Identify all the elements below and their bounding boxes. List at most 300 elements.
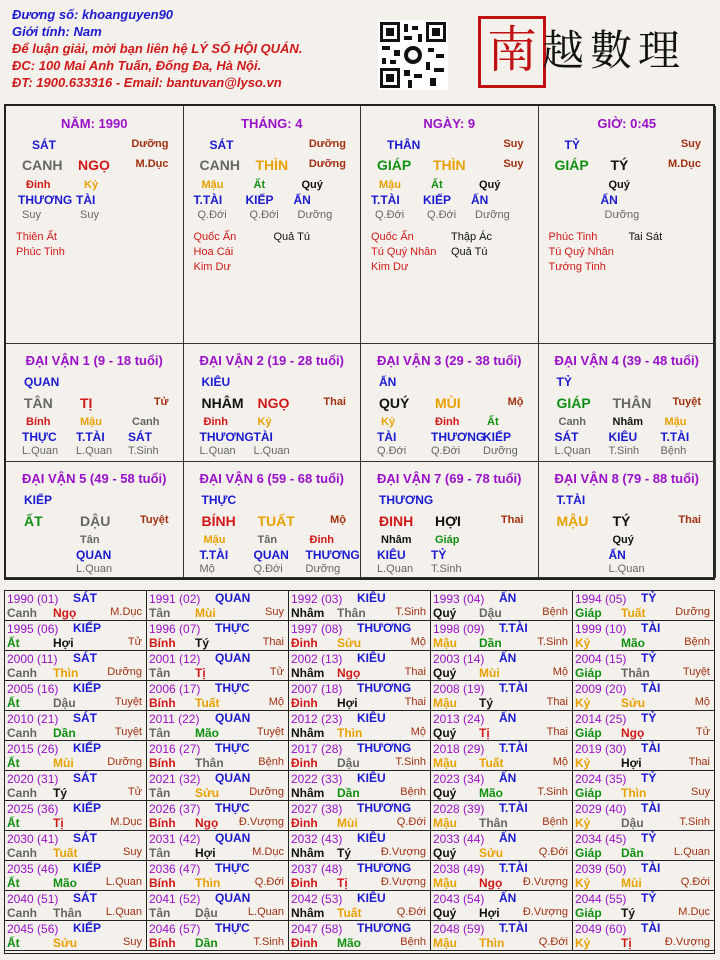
year-ten-god: T.TÀI bbox=[499, 861, 528, 875]
year-can: Quý bbox=[433, 906, 457, 920]
year-can: Tân bbox=[149, 606, 171, 620]
dai-van-can: GIÁP bbox=[556, 395, 591, 411]
year-chi: Tý bbox=[53, 786, 68, 800]
year-label: 2027 (38) bbox=[291, 802, 343, 816]
year-chi: Thân bbox=[337, 606, 366, 620]
pillar-phase2: Dưỡng bbox=[308, 158, 346, 170]
pillar-phase: Suy bbox=[503, 138, 524, 150]
dai-van-hidden-stem: Đinh bbox=[435, 416, 460, 428]
year-chi: Mùi bbox=[53, 756, 74, 770]
year-cell bbox=[289, 681, 431, 711]
pillar-title: NĂM: 1990 bbox=[61, 116, 128, 131]
pillar-ten-god: ẤN bbox=[293, 193, 311, 207]
pillar-hidden-stem: Ất bbox=[431, 179, 443, 191]
year-cell bbox=[289, 591, 431, 621]
year-label: 2000 (11) bbox=[7, 652, 58, 666]
pillar-ten-god: THƯƠNG bbox=[18, 193, 73, 207]
year-label: 1998 (09) bbox=[433, 622, 485, 636]
year-label: 2010 (21) bbox=[7, 712, 59, 726]
year-stage: T.Sinh bbox=[537, 786, 568, 798]
chart-grid bbox=[4, 104, 715, 580]
year-stage: Tuyệt bbox=[682, 666, 710, 678]
pillar-chi: TÝ bbox=[610, 157, 629, 173]
year-ten-god: KIẾP bbox=[73, 621, 102, 635]
year-ten-god: THỰC bbox=[215, 681, 250, 695]
dai-van-stage: L.Quan bbox=[377, 563, 414, 575]
year-chi: Mùi bbox=[621, 876, 642, 890]
year-label: 1993 (04) bbox=[433, 592, 485, 606]
pillar-extra-star: Phúc Tinh bbox=[16, 246, 65, 258]
dai-van-can: QUÝ bbox=[379, 395, 410, 411]
year-chi: Tị bbox=[195, 666, 206, 680]
year-can: Tân bbox=[149, 726, 171, 740]
year-ten-god: T.TÀI bbox=[499, 681, 528, 695]
year-label: 2041 (52) bbox=[149, 892, 201, 906]
year-label: 2001 (12) bbox=[149, 652, 201, 666]
year-chi: Dậu bbox=[195, 906, 218, 920]
pillar-can: CANH bbox=[22, 157, 63, 173]
year-label: 2037 (48) bbox=[291, 862, 343, 876]
dai-van-hidden-stem: Mậu bbox=[203, 534, 226, 546]
year-chi: Thân bbox=[53, 906, 82, 920]
pillar-title: NGÀY: 9 bbox=[423, 116, 476, 131]
year-label: 2022 (33) bbox=[291, 772, 343, 786]
year-chi: Mão bbox=[195, 726, 219, 740]
pillar-stage: Q.Đới bbox=[427, 209, 457, 221]
dai-van-star: KIÊU bbox=[201, 375, 231, 389]
dai-van-hidden-stem: Tân bbox=[257, 534, 278, 546]
year-can: Mậu bbox=[433, 636, 457, 650]
year-stage: Tử bbox=[269, 666, 284, 678]
year-stage: Q.Đới bbox=[254, 876, 284, 888]
year-cell bbox=[431, 771, 573, 801]
year-stage: L.Quan bbox=[247, 906, 284, 918]
dai-van-phase: Tuyệt bbox=[672, 396, 701, 408]
year-label: 2007 (18) bbox=[291, 682, 343, 696]
dai-van-cell bbox=[539, 344, 717, 462]
year-label: 2011 (22) bbox=[149, 712, 200, 726]
year-can: Kỷ bbox=[575, 636, 591, 650]
pillar-stage: Q.Đới bbox=[375, 209, 405, 221]
year-cell bbox=[289, 861, 431, 891]
dai-van-ten-god: QUAN bbox=[76, 548, 112, 562]
dai-van-ten-god: SÁT bbox=[128, 430, 152, 444]
dai-van-star: TỶ bbox=[556, 375, 572, 389]
pillar-extra-star: Phúc Tinh bbox=[548, 231, 598, 243]
year-stage: M.Dục bbox=[252, 846, 284, 858]
year-ten-god: KIÊU bbox=[357, 831, 386, 845]
year-ten-god: TÀI bbox=[641, 801, 661, 815]
dai-van-stage: T.Sinh bbox=[608, 445, 640, 457]
dai-van-cell bbox=[539, 462, 717, 578]
pillar-star: THÂN bbox=[387, 138, 421, 152]
year-stage: Q.Đới bbox=[538, 846, 568, 858]
year-label: 2031 (42) bbox=[149, 832, 201, 846]
pillar-title: THÁNG: 4 bbox=[241, 116, 303, 131]
year-label: 2047 (58) bbox=[291, 922, 343, 936]
year-label: 2034 (45) bbox=[575, 832, 627, 846]
year-cell bbox=[289, 711, 431, 741]
year-stage: Suy bbox=[123, 846, 142, 858]
year-stage: Mộ bbox=[552, 666, 568, 678]
year-can: Giáp bbox=[575, 726, 602, 740]
pillar-hidden-stem: Đinh bbox=[26, 179, 51, 191]
year-chi: Ngọ bbox=[621, 726, 645, 740]
year-label: 2048 (59) bbox=[433, 922, 485, 936]
year-cell bbox=[573, 771, 715, 801]
year-chi: Dần bbox=[479, 636, 502, 650]
pillar-ten-god: ẤN bbox=[600, 193, 618, 207]
year-ten-god: TỶ bbox=[641, 591, 657, 605]
dai-van-ten-god: TÀI bbox=[377, 430, 397, 444]
year-chi: Hợi bbox=[479, 906, 500, 920]
dai-van-phase: Thai bbox=[323, 396, 346, 408]
pillar-extra-star: Hoa Cái bbox=[193, 246, 234, 258]
pillar-extra-star: Tướng Tinh bbox=[548, 261, 606, 273]
dai-van-cell bbox=[361, 462, 539, 578]
year-cell bbox=[5, 681, 147, 711]
year-ten-god: TÀI bbox=[641, 681, 661, 695]
year-label: 2004 (15) bbox=[575, 652, 627, 666]
dai-van-phase: Mộ bbox=[330, 514, 346, 526]
year-stage: Tuyệt bbox=[114, 726, 142, 738]
dai-van-hidden-stem: Canh bbox=[132, 416, 160, 428]
pillar-ten-god: T.TÀI bbox=[193, 193, 223, 207]
year-ten-god: ẤN bbox=[499, 831, 517, 845]
year-label: 2045 (56) bbox=[7, 922, 59, 936]
dai-van-stage: L.Quan bbox=[76, 445, 113, 457]
year-stage: T.Sinh bbox=[395, 756, 426, 768]
year-cell bbox=[147, 591, 289, 621]
year-label: 2024 (35) bbox=[575, 772, 627, 786]
pillar-ten-god: KIẾP bbox=[423, 193, 452, 207]
pillar-title: GIỜ: 0:45 bbox=[597, 116, 657, 131]
year-stage: T.Sinh bbox=[679, 816, 710, 828]
year-ten-god: SÁT bbox=[73, 651, 97, 665]
year-ten-god: TỶ bbox=[641, 771, 657, 785]
pillar-chi: THÌN bbox=[255, 157, 289, 173]
dai-van-ten-god: SÁT bbox=[554, 430, 579, 444]
year-stage: Dưỡng bbox=[675, 606, 710, 618]
year-label: 1991 (02) bbox=[149, 592, 201, 606]
year-stage: Thai bbox=[688, 756, 710, 768]
dai-van-hidden-stem: Nhâm bbox=[381, 534, 412, 546]
header-info bbox=[12, 6, 372, 91]
year-stage: Mộ bbox=[552, 756, 568, 768]
year-can: Tân bbox=[149, 786, 171, 800]
year-can: Canh bbox=[7, 606, 37, 620]
year-label: 1997 (08) bbox=[291, 622, 343, 636]
year-chi: Tị bbox=[479, 726, 490, 740]
year-stage: Dưỡng bbox=[107, 756, 142, 768]
seal-icon: 南 bbox=[478, 16, 546, 88]
year-chi: Mùi bbox=[337, 816, 358, 830]
year-can: Quý bbox=[433, 786, 457, 800]
year-ten-god: THỰC bbox=[215, 801, 250, 815]
year-can: Quý bbox=[433, 606, 457, 620]
year-chi: Mão bbox=[621, 636, 645, 650]
year-ten-god: SÁT bbox=[73, 891, 97, 905]
year-stage: Đ.Vượng bbox=[522, 876, 568, 888]
year-chi: Sửu bbox=[53, 936, 78, 950]
year-label: 2040 (51) bbox=[7, 892, 59, 906]
year-label: 2023 (34) bbox=[433, 772, 485, 786]
dai-van-stage: Mộ bbox=[199, 563, 215, 575]
year-ten-god: THỰC bbox=[215, 621, 250, 635]
year-chi: Thân bbox=[621, 666, 650, 680]
year-stage: Đ.Vượng bbox=[238, 816, 284, 828]
year-stage: Đ.Vượng bbox=[380, 876, 426, 888]
year-stage: T.Sinh bbox=[395, 606, 426, 618]
year-label: 1994 (05) bbox=[575, 592, 627, 606]
year-can: Kỷ bbox=[575, 876, 591, 890]
dai-van-cell bbox=[6, 462, 184, 578]
dai-van-hidden-stem: Kỷ bbox=[381, 416, 396, 428]
year-ten-god: KIÊU bbox=[357, 891, 386, 905]
pillar-ten-god: ẤN bbox=[471, 193, 489, 207]
year-stage: L.Quan bbox=[105, 906, 142, 918]
dai-van-can: MẬU bbox=[556, 513, 589, 529]
dai-van-star: THƯƠNG bbox=[379, 493, 434, 507]
year-cell bbox=[5, 801, 147, 831]
dai-van-chi: THÂN bbox=[612, 395, 652, 411]
year-label: 2019 (30) bbox=[575, 742, 627, 756]
year-cell bbox=[431, 831, 573, 861]
year-cell bbox=[573, 801, 715, 831]
year-cell bbox=[147, 891, 289, 921]
year-ten-god: T.TÀI bbox=[499, 621, 528, 635]
year-cell bbox=[5, 921, 147, 951]
year-can: Bính bbox=[149, 636, 176, 650]
dai-van-hidden-stem: Mậu bbox=[664, 416, 687, 428]
year-cell bbox=[147, 771, 289, 801]
year-ten-god: QUAN bbox=[215, 711, 251, 725]
year-stage: Bệnh bbox=[542, 816, 568, 828]
year-chi: Sửu bbox=[621, 696, 646, 710]
year-stage: Đ.Vượng bbox=[664, 936, 710, 948]
year-chi: Sửu bbox=[479, 846, 504, 860]
dai-van-stage: Q.Đới bbox=[253, 563, 283, 575]
year-ten-god: KIÊU bbox=[357, 651, 386, 665]
dai-van-hidden-stem: Kỷ bbox=[257, 416, 272, 428]
pillar-stage: Suy bbox=[22, 209, 41, 221]
dai-van-cell bbox=[184, 344, 362, 462]
year-can: Quý bbox=[433, 846, 457, 860]
year-chi: Tuất bbox=[479, 756, 504, 770]
year-label: 2017 (28) bbox=[291, 742, 343, 756]
year-stage: Q.Đới bbox=[680, 876, 710, 888]
year-chi: Dậu bbox=[337, 756, 360, 770]
year-chi: Ngọ bbox=[195, 816, 219, 830]
year-stage: Q.Đới bbox=[396, 816, 426, 828]
dai-van-star: T.TÀI bbox=[556, 493, 586, 507]
year-label: 2020 (31) bbox=[7, 772, 59, 786]
dai-van-ten-god: THƯƠNG bbox=[199, 430, 254, 444]
year-ten-god: ẤN bbox=[499, 891, 517, 905]
year-chi: Tị bbox=[53, 816, 64, 830]
year-chi: Dậu bbox=[479, 606, 502, 620]
year-label: 2005 (16) bbox=[7, 682, 59, 696]
pillar-star: SÁT bbox=[32, 138, 56, 152]
pillar-phase2: M.Dục bbox=[668, 158, 701, 170]
year-label: 2035 (46) bbox=[7, 862, 59, 876]
year-can: Giáp bbox=[575, 606, 602, 620]
year-chi: Mùi bbox=[479, 666, 500, 680]
year-ten-god: KIẾP bbox=[73, 921, 102, 935]
pillar-extra-star: Quốc Ấn bbox=[371, 231, 414, 243]
pillar-hidden-stem: Mậu bbox=[379, 179, 401, 191]
dai-van-title: ĐẠI VẬN 6 (59 - 68 tuổi) bbox=[199, 471, 344, 486]
pillar-stage: Q.Đới bbox=[249, 209, 279, 221]
year-label: 2021 (32) bbox=[149, 772, 201, 786]
pillar-phase: Dưỡng bbox=[131, 138, 169, 150]
pillar-hidden-stem: Ất bbox=[253, 179, 266, 191]
year-can: Đinh bbox=[291, 876, 318, 890]
year-stage: T.Sinh bbox=[253, 936, 284, 948]
year-can: Kỷ bbox=[575, 756, 591, 770]
pillar-ten-god: TÀI bbox=[76, 193, 96, 207]
year-stage: Tuyệt bbox=[114, 696, 142, 708]
year-can: Canh bbox=[7, 786, 37, 800]
dai-van-can: ĐINH bbox=[379, 513, 414, 529]
pillar-cell bbox=[361, 106, 539, 344]
year-label: 2036 (47) bbox=[149, 862, 201, 876]
year-cell bbox=[289, 771, 431, 801]
year-cell bbox=[289, 831, 431, 861]
dai-van-stage: L.Quan bbox=[253, 445, 290, 457]
dai-van-stage: T.Sinh bbox=[431, 563, 462, 575]
year-chi: Ngọ bbox=[53, 606, 77, 620]
year-label: 2002 (13) bbox=[291, 652, 343, 666]
dai-van-ten-god: T.TÀI bbox=[76, 430, 105, 444]
year-ten-god: QUAN bbox=[215, 771, 251, 785]
year-stage: Đ.Vượng bbox=[380, 846, 426, 858]
year-label: 2029 (40) bbox=[575, 802, 627, 816]
year-label: 2013 (24) bbox=[433, 712, 485, 726]
pillar-extra-star: Tú Quý Nhân bbox=[548, 246, 614, 258]
year-cell bbox=[431, 921, 573, 951]
year-stage: Bệnh bbox=[542, 606, 568, 618]
pillar-stage: Dưỡng bbox=[475, 209, 510, 221]
year-stage: Thai bbox=[404, 666, 426, 678]
year-chi: Tuất bbox=[337, 906, 362, 920]
year-cell bbox=[431, 621, 573, 651]
year-chi: Sửu bbox=[195, 786, 220, 800]
year-chi: Mão bbox=[337, 936, 361, 950]
year-label: 1996 (07) bbox=[149, 622, 201, 636]
pillar-hidden-stem: Quý bbox=[479, 179, 501, 191]
year-ten-god: THƯƠNG bbox=[357, 741, 412, 755]
year-ten-god: THƯƠNG bbox=[357, 681, 412, 695]
year-stage: L.Quan bbox=[673, 846, 710, 858]
dai-van-title: ĐẠI VẬN 4 (39 - 48 tuổi) bbox=[554, 353, 699, 368]
year-label: 2018 (29) bbox=[433, 742, 485, 756]
year-can: Ất bbox=[7, 756, 20, 770]
year-cell bbox=[431, 591, 573, 621]
year-chi: Ngọ bbox=[479, 876, 503, 890]
year-ten-god: QUAN bbox=[215, 831, 251, 845]
year-cell bbox=[5, 651, 147, 681]
dai-van-cell bbox=[361, 344, 539, 462]
dai-van-hidden-stem: Ất bbox=[487, 416, 499, 428]
year-stage: Mộ bbox=[268, 696, 284, 708]
year-chi: Dậu bbox=[53, 696, 76, 710]
pillar-extra-star: Thập Ác bbox=[451, 231, 492, 243]
dai-van-hidden-stem: Bính bbox=[26, 416, 51, 428]
dai-van-hidden-stem: Quý bbox=[612, 534, 634, 546]
dai-van-ten-god: THỰC bbox=[22, 430, 57, 444]
year-stage: Thai bbox=[262, 636, 284, 648]
year-chi: Mùi bbox=[195, 606, 216, 620]
year-label: 2044 (55) bbox=[575, 892, 627, 906]
year-ten-god: SÁT bbox=[73, 771, 97, 785]
year-cell bbox=[5, 771, 147, 801]
year-stage: Tử bbox=[127, 636, 142, 648]
owner-value: khoanguyen90 bbox=[82, 7, 174, 22]
year-stage: M.Dục bbox=[678, 906, 710, 918]
year-can: Mậu bbox=[433, 696, 457, 710]
dai-van-phase: Tuyệt bbox=[139, 514, 169, 526]
year-cell bbox=[431, 711, 573, 741]
year-cell bbox=[431, 741, 573, 771]
year-label: 2025 (36) bbox=[7, 802, 59, 816]
year-can: Mậu bbox=[433, 816, 457, 830]
year-cell bbox=[431, 861, 573, 891]
year-stage: Bệnh bbox=[684, 636, 710, 648]
year-cell bbox=[573, 921, 715, 951]
year-cell bbox=[5, 711, 147, 741]
dai-van-star: ẤN bbox=[379, 375, 397, 389]
year-label: 2042 (53) bbox=[291, 892, 343, 906]
year-ten-god: TÀI bbox=[641, 741, 661, 755]
year-cell bbox=[289, 801, 431, 831]
year-chi: Mão bbox=[53, 876, 77, 890]
year-can: Ất bbox=[7, 696, 20, 710]
year-cell bbox=[573, 681, 715, 711]
pillar-hidden-stem: Quý bbox=[608, 179, 630, 191]
pillar-extra-star: Quốc Ấn bbox=[193, 231, 237, 243]
year-ten-god: ẤN bbox=[499, 711, 517, 725]
year-can: Giáp bbox=[575, 666, 602, 680]
pillar-extra-star: Kim Dư bbox=[193, 261, 231, 273]
dai-van-stage: L.Quan bbox=[199, 445, 236, 457]
year-cell bbox=[147, 741, 289, 771]
year-label: 2043 (54) bbox=[433, 892, 485, 906]
year-can: Bính bbox=[149, 936, 176, 950]
dai-van-ten-god: TÀI bbox=[253, 430, 273, 444]
year-chi: Tuất bbox=[53, 846, 78, 860]
year-ten-god: SÁT bbox=[73, 831, 97, 845]
year-cell bbox=[573, 741, 715, 771]
owner-label: Đương số: bbox=[12, 7, 79, 22]
year-ten-god: THỰC bbox=[215, 861, 250, 875]
year-cell bbox=[147, 651, 289, 681]
year-cell bbox=[147, 711, 289, 741]
brand-text: 越數理 bbox=[542, 26, 687, 75]
year-label: 2006 (17) bbox=[149, 682, 201, 696]
year-cell bbox=[147, 681, 289, 711]
year-cell bbox=[573, 621, 715, 651]
dai-van-title: ĐẠI VẬN 7 (69 - 78 tuổi) bbox=[377, 471, 522, 486]
year-label: 2015 (26) bbox=[7, 742, 59, 756]
dai-van-stage: Q.Đới bbox=[377, 445, 407, 457]
year-chi: Thìn bbox=[53, 666, 79, 680]
dai-van-ten-god: TỶ bbox=[431, 548, 447, 562]
pillar-stage: Suy bbox=[80, 209, 99, 221]
year-stage: Q.Đới bbox=[538, 936, 568, 948]
year-cell bbox=[147, 861, 289, 891]
year-stage: Suy bbox=[265, 606, 284, 618]
